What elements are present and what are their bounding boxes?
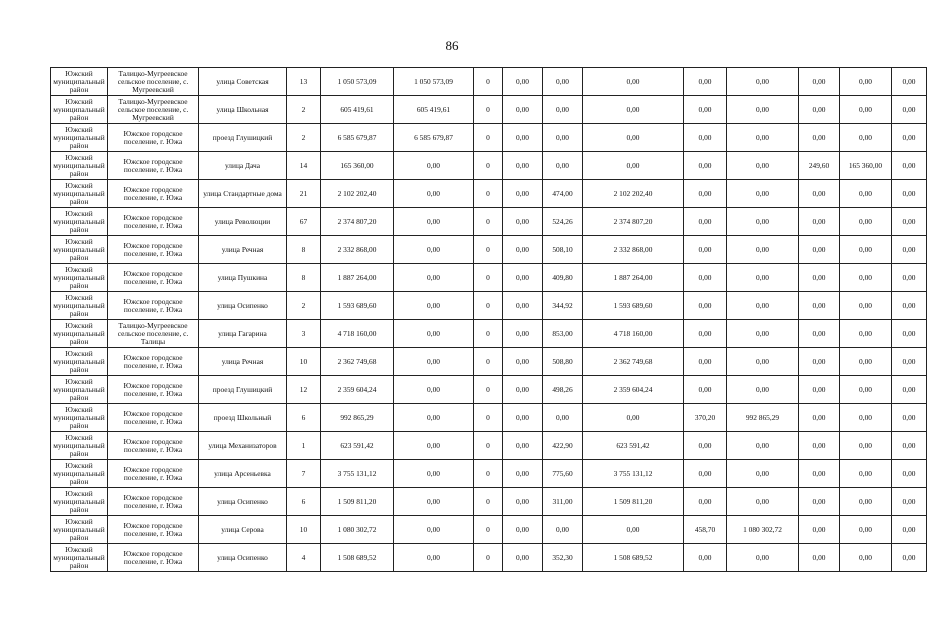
cost-col-7-cell: 0,00 <box>727 376 799 404</box>
area-col-8-cell: 0,00 <box>799 68 840 96</box>
area-col-6-cell: 0,00 <box>684 68 727 96</box>
cost-col-9-cell: 0,00 <box>840 376 892 404</box>
table-row <box>51 544 927 572</box>
cost-col-1-cell: 1 050 573,09 <box>394 68 474 96</box>
settlement-cell: Талицко-Мугреевское сельское поселение, с. Мугреевский <box>108 96 199 124</box>
street-cell: улица Гагарина <box>199 320 287 348</box>
area-col-6-cell: 0,00 <box>684 180 727 208</box>
area-col-6-cell: 0,00 <box>684 376 727 404</box>
count-col-2-cell: 0 <box>474 432 503 460</box>
district-cell: Южский муниципальный район <box>51 320 108 348</box>
count-col-2-cell: 0 <box>474 488 503 516</box>
district-cell: Южский муниципальный район <box>51 68 108 96</box>
cost-col-10-cell: 0,00 <box>892 124 927 152</box>
area-col-6-cell: 0,00 <box>684 96 727 124</box>
cost-col-1-cell: 0,00 <box>394 376 474 404</box>
district-cell: Южский муниципальный район <box>51 544 108 572</box>
count-col-2-cell: 0 <box>474 404 503 432</box>
street-cell: улица Пушкина <box>199 264 287 292</box>
area-col-6-cell: 458,70 <box>684 516 727 544</box>
cost-col-3-cell: 0,00 <box>503 460 543 488</box>
cost-col-3-cell: 0,00 <box>503 320 543 348</box>
cost-col-9-cell: 0,00 <box>840 124 892 152</box>
cost-col-7-cell: 0,00 <box>727 96 799 124</box>
area-col-8-cell: 0,00 <box>799 96 840 124</box>
cost-col-1-cell: 0,00 <box>394 292 474 320</box>
count-col-2-cell: 0 <box>474 516 503 544</box>
table-row <box>51 180 927 208</box>
cost-col-3-cell: 0,00 <box>503 236 543 264</box>
page-number: 86 <box>445 38 459 53</box>
settlement-cell: Южское городское поселение, г. Южа <box>108 376 199 404</box>
district-cell: Южский муниципальный район <box>51 152 108 180</box>
district-cell: Южский муниципальный район <box>51 404 108 432</box>
house-number-cell: 7 <box>287 460 321 488</box>
cost-col-3-cell: 0,00 <box>503 264 543 292</box>
cost-col-3-cell: 0,00 <box>503 152 543 180</box>
cost-col-10-cell: 0,00 <box>892 544 927 572</box>
cost-col-10-cell: 0,00 <box>892 152 927 180</box>
cost-col-5-cell: 2 332 868,00 <box>583 236 684 264</box>
street-cell: улица Революции <box>199 208 287 236</box>
count-col-2-cell: 0 <box>474 376 503 404</box>
cost-col-5-cell: 0,00 <box>583 152 684 180</box>
cost-col-9-cell: 0,00 <box>840 488 892 516</box>
settlement-cell: Талицко-Мугреевское сельское поселение, с. Талицы <box>108 320 199 348</box>
settlement-cell: Южское городское поселение, г. Южа <box>108 208 199 236</box>
area-col-8-cell: 0,00 <box>799 404 840 432</box>
cost-col-1-cell: 605 419,61 <box>394 96 474 124</box>
area-col-8-cell: 249,60 <box>799 152 840 180</box>
house-number-cell: 2 <box>287 96 321 124</box>
table-row <box>51 208 927 236</box>
table-row <box>51 152 927 180</box>
cost-col-5-cell: 1 508 689,52 <box>583 544 684 572</box>
area-col-6-cell: 0,00 <box>684 152 727 180</box>
total-cost-cell: 1 509 811,20 <box>321 488 394 516</box>
cost-col-10-cell: 0,00 <box>892 376 927 404</box>
street-cell: улица Арсеньевка <box>199 460 287 488</box>
total-cost-cell: 623 591,42 <box>321 432 394 460</box>
settlement-cell: Южское городское поселение, г. Южа <box>108 264 199 292</box>
area-col-6-cell: 0,00 <box>684 208 727 236</box>
settlement-cell: Южское городское поселение, г. Южа <box>108 544 199 572</box>
settlement-cell: Южское городское поселение, г. Южа <box>108 516 199 544</box>
cost-col-7-cell: 0,00 <box>727 152 799 180</box>
total-cost-cell: 2 359 604,24 <box>321 376 394 404</box>
count-col-2-cell: 0 <box>474 544 503 572</box>
cost-col-5-cell: 0,00 <box>583 96 684 124</box>
house-number-cell: 67 <box>287 208 321 236</box>
cost-col-7-cell: 0,00 <box>727 348 799 376</box>
cost-col-5-cell: 1 593 689,60 <box>583 292 684 320</box>
area-col-8-cell: 0,00 <box>799 320 840 348</box>
street-cell: улица Речная <box>199 236 287 264</box>
cost-col-3-cell: 0,00 <box>503 544 543 572</box>
district-cell: Южский муниципальный район <box>51 208 108 236</box>
house-number-cell: 12 <box>287 376 321 404</box>
count-col-2-cell: 0 <box>474 264 503 292</box>
street-cell: улица Речная <box>199 348 287 376</box>
cost-col-10-cell: 0,00 <box>892 460 927 488</box>
cost-col-5-cell: 2 102 202,40 <box>583 180 684 208</box>
district-cell: Южский муниципальный район <box>51 488 108 516</box>
area-col-6-cell: 0,00 <box>684 236 727 264</box>
cost-col-10-cell: 0,00 <box>892 180 927 208</box>
table-row <box>51 488 927 516</box>
cost-col-7-cell: 0,00 <box>727 68 799 96</box>
cost-col-10-cell: 0,00 <box>892 320 927 348</box>
total-cost-cell: 2 102 202,40 <box>321 180 394 208</box>
house-number-cell: 10 <box>287 516 321 544</box>
cost-col-3-cell: 0,00 <box>503 516 543 544</box>
table-row <box>51 516 927 544</box>
cost-col-5-cell: 2 362 749,68 <box>583 348 684 376</box>
street-cell: улица Осипенко <box>199 488 287 516</box>
district-cell: Южский муниципальный район <box>51 124 108 152</box>
count-col-2-cell: 0 <box>474 460 503 488</box>
cost-col-7-cell: 992 865,29 <box>727 404 799 432</box>
cost-col-10-cell: 0,00 <box>892 96 927 124</box>
area-col-4-cell: 508,80 <box>543 348 583 376</box>
cost-col-5-cell: 2 359 604,24 <box>583 376 684 404</box>
total-cost-cell: 1 508 689,52 <box>321 544 394 572</box>
cost-col-10-cell: 0,00 <box>892 208 927 236</box>
area-col-8-cell: 0,00 <box>799 516 840 544</box>
settlement-cell: Южское городское поселение, г. Южа <box>108 460 199 488</box>
cost-col-3-cell: 0,00 <box>503 348 543 376</box>
street-cell: проезд Глушицкий <box>199 124 287 152</box>
count-col-2-cell: 0 <box>474 180 503 208</box>
area-col-4-cell: 0,00 <box>543 404 583 432</box>
cost-col-7-cell: 0,00 <box>727 544 799 572</box>
area-col-8-cell: 0,00 <box>799 432 840 460</box>
total-cost-cell: 1 887 264,00 <box>321 264 394 292</box>
cost-col-9-cell: 0,00 <box>840 180 892 208</box>
cost-col-1-cell: 0,00 <box>394 152 474 180</box>
count-col-2-cell: 0 <box>474 124 503 152</box>
cost-col-9-cell: 0,00 <box>840 516 892 544</box>
district-cell: Южский муниципальный район <box>51 376 108 404</box>
cost-col-3-cell: 0,00 <box>503 488 543 516</box>
settlement-cell: Южское городское поселение, г. Южа <box>108 124 199 152</box>
cost-col-1-cell: 0,00 <box>394 404 474 432</box>
cost-col-10-cell: 0,00 <box>892 488 927 516</box>
house-number-cell: 4 <box>287 544 321 572</box>
cost-col-5-cell: 1 509 811,20 <box>583 488 684 516</box>
area-col-4-cell: 409,80 <box>543 264 583 292</box>
settlement-cell: Южское городское поселение, г. Южа <box>108 180 199 208</box>
area-col-4-cell: 0,00 <box>543 96 583 124</box>
cost-col-3-cell: 0,00 <box>503 124 543 152</box>
cost-col-9-cell: 0,00 <box>840 208 892 236</box>
house-number-cell: 6 <box>287 404 321 432</box>
area-col-8-cell: 0,00 <box>799 180 840 208</box>
cost-col-10-cell: 0,00 <box>892 236 927 264</box>
area-col-8-cell: 0,00 <box>799 376 840 404</box>
count-col-2-cell: 0 <box>474 96 503 124</box>
area-col-8-cell: 0,00 <box>799 544 840 572</box>
cost-col-7-cell: 0,00 <box>727 432 799 460</box>
area-col-4-cell: 474,00 <box>543 180 583 208</box>
settlement-cell: Южское городское поселение, г. Южа <box>108 292 199 320</box>
area-col-8-cell: 0,00 <box>799 348 840 376</box>
settlement-cell: Южское городское поселение, г. Южа <box>108 236 199 264</box>
street-cell: улица Осипенко <box>199 544 287 572</box>
total-cost-cell: 2 332 868,00 <box>321 236 394 264</box>
area-col-4-cell: 508,10 <box>543 236 583 264</box>
cost-col-10-cell: 0,00 <box>892 432 927 460</box>
total-cost-cell: 2 362 749,68 <box>321 348 394 376</box>
cost-col-7-cell: 0,00 <box>727 320 799 348</box>
total-cost-cell: 6 585 679,87 <box>321 124 394 152</box>
cost-col-9-cell: 0,00 <box>840 460 892 488</box>
cost-col-10-cell: 0,00 <box>892 292 927 320</box>
district-cell: Южский муниципальный район <box>51 460 108 488</box>
cost-col-3-cell: 0,00 <box>503 404 543 432</box>
settlement-cell: Южское городское поселение, г. Южа <box>108 152 199 180</box>
cost-col-10-cell: 0,00 <box>892 516 927 544</box>
cost-col-9-cell: 0,00 <box>840 348 892 376</box>
cost-col-1-cell: 0,00 <box>394 264 474 292</box>
house-number-cell: 6 <box>287 488 321 516</box>
street-cell: проезд Школьный <box>199 404 287 432</box>
house-number-cell: 13 <box>287 68 321 96</box>
settlement-cell: Южское городское поселение, г. Южа <box>108 348 199 376</box>
area-col-8-cell: 0,00 <box>799 236 840 264</box>
cost-col-5-cell: 0,00 <box>583 124 684 152</box>
table-row <box>51 236 927 264</box>
street-cell: проезд Глушицкий <box>199 376 287 404</box>
area-col-4-cell: 0,00 <box>543 152 583 180</box>
street-cell: улица Осипенко <box>199 292 287 320</box>
cost-col-7-cell: 1 080 302,72 <box>727 516 799 544</box>
cost-col-3-cell: 0,00 <box>503 96 543 124</box>
house-number-cell: 2 <box>287 124 321 152</box>
cost-col-7-cell: 0,00 <box>727 236 799 264</box>
cost-col-1-cell: 0,00 <box>394 180 474 208</box>
total-cost-cell: 2 374 807,20 <box>321 208 394 236</box>
cost-col-1-cell: 0,00 <box>394 236 474 264</box>
district-cell: Южский муниципальный район <box>51 432 108 460</box>
count-col-2-cell: 0 <box>474 348 503 376</box>
cost-col-1-cell: 0,00 <box>394 208 474 236</box>
district-cell: Южский муниципальный район <box>51 348 108 376</box>
street-cell: улица Серова <box>199 516 287 544</box>
count-col-2-cell: 0 <box>474 68 503 96</box>
area-col-6-cell: 0,00 <box>684 348 727 376</box>
table-row <box>51 68 927 96</box>
cost-col-10-cell: 0,00 <box>892 68 927 96</box>
cost-col-3-cell: 0,00 <box>503 208 543 236</box>
area-col-6-cell: 0,00 <box>684 488 727 516</box>
total-cost-cell: 165 360,00 <box>321 152 394 180</box>
house-number-cell: 3 <box>287 320 321 348</box>
cost-col-9-cell: 0,00 <box>840 68 892 96</box>
cost-col-10-cell: 0,00 <box>892 264 927 292</box>
street-cell: улица Школьная <box>199 96 287 124</box>
cost-col-5-cell: 623 591,42 <box>583 432 684 460</box>
area-col-6-cell: 0,00 <box>684 292 727 320</box>
count-col-2-cell: 0 <box>474 320 503 348</box>
table-row <box>51 96 927 124</box>
total-cost-cell: 605 419,61 <box>321 96 394 124</box>
cost-col-5-cell: 1 887 264,00 <box>583 264 684 292</box>
table-row <box>51 376 927 404</box>
area-col-4-cell: 524,26 <box>543 208 583 236</box>
data-table <box>50 67 927 572</box>
cost-col-3-cell: 0,00 <box>503 292 543 320</box>
district-cell: Южский муниципальный район <box>51 236 108 264</box>
house-number-cell: 8 <box>287 264 321 292</box>
settlement-cell: Южское городское поселение, г. Южа <box>108 404 199 432</box>
table-row <box>51 264 927 292</box>
area-col-6-cell: 0,00 <box>684 320 727 348</box>
house-number-cell: 1 <box>287 432 321 460</box>
total-cost-cell: 1 593 689,60 <box>321 292 394 320</box>
district-cell: Южский муниципальный район <box>51 96 108 124</box>
street-cell: улица Дача <box>199 152 287 180</box>
cost-col-9-cell: 0,00 <box>840 432 892 460</box>
cost-col-3-cell: 0,00 <box>503 432 543 460</box>
cost-col-5-cell: 2 374 807,20 <box>583 208 684 236</box>
settlement-cell: Южское городское поселение, г. Южа <box>108 432 199 460</box>
total-cost-cell: 1 050 573,09 <box>321 68 394 96</box>
count-col-2-cell: 0 <box>474 292 503 320</box>
cost-col-9-cell: 0,00 <box>840 264 892 292</box>
cost-col-5-cell: 3 755 131,12 <box>583 460 684 488</box>
cost-col-1-cell: 0,00 <box>394 432 474 460</box>
cost-col-5-cell: 0,00 <box>583 68 684 96</box>
cost-col-5-cell: 0,00 <box>583 404 684 432</box>
cost-col-7-cell: 0,00 <box>727 124 799 152</box>
cost-col-3-cell: 0,00 <box>503 68 543 96</box>
cost-col-1-cell: 0,00 <box>394 516 474 544</box>
area-col-4-cell: 853,00 <box>543 320 583 348</box>
district-cell: Южский муниципальный район <box>51 516 108 544</box>
cost-col-9-cell: 0,00 <box>840 96 892 124</box>
cost-col-9-cell: 0,00 <box>840 236 892 264</box>
area-col-4-cell: 0,00 <box>543 516 583 544</box>
house-number-cell: 14 <box>287 152 321 180</box>
house-number-cell: 2 <box>287 292 321 320</box>
cost-col-1-cell: 0,00 <box>394 460 474 488</box>
street-cell: улица Стандартные дома <box>199 180 287 208</box>
house-number-cell: 8 <box>287 236 321 264</box>
area-col-4-cell: 775,60 <box>543 460 583 488</box>
cost-col-9-cell: 0,00 <box>840 292 892 320</box>
cost-col-1-cell: 0,00 <box>394 488 474 516</box>
area-col-6-cell: 370,20 <box>684 404 727 432</box>
district-cell: Южский муниципальный район <box>51 292 108 320</box>
cost-col-10-cell: 0,00 <box>892 348 927 376</box>
cost-col-3-cell: 0,00 <box>503 376 543 404</box>
cost-col-1-cell: 0,00 <box>394 348 474 376</box>
cost-col-7-cell: 0,00 <box>727 460 799 488</box>
table-row <box>51 460 927 488</box>
count-col-2-cell: 0 <box>474 152 503 180</box>
area-col-6-cell: 0,00 <box>684 264 727 292</box>
area-col-6-cell: 0,00 <box>684 544 727 572</box>
table-row <box>51 432 927 460</box>
total-cost-cell: 1 080 302,72 <box>321 516 394 544</box>
cost-col-5-cell: 0,00 <box>583 516 684 544</box>
area-col-4-cell: 498,26 <box>543 376 583 404</box>
table-row <box>51 320 927 348</box>
cost-col-10-cell: 0,00 <box>892 404 927 432</box>
area-col-4-cell: 0,00 <box>543 124 583 152</box>
cost-col-7-cell: 0,00 <box>727 180 799 208</box>
cost-col-5-cell: 4 718 160,00 <box>583 320 684 348</box>
cost-col-3-cell: 0,00 <box>503 180 543 208</box>
area-col-4-cell: 0,00 <box>543 68 583 96</box>
area-col-6-cell: 0,00 <box>684 124 727 152</box>
area-col-4-cell: 352,30 <box>543 544 583 572</box>
street-cell: улица Советская <box>199 68 287 96</box>
area-col-8-cell: 0,00 <box>799 264 840 292</box>
cost-col-9-cell: 165 360,00 <box>840 152 892 180</box>
total-cost-cell: 3 755 131,12 <box>321 460 394 488</box>
area-col-8-cell: 0,00 <box>799 460 840 488</box>
total-cost-cell: 4 718 160,00 <box>321 320 394 348</box>
cost-col-7-cell: 0,00 <box>727 488 799 516</box>
cost-col-9-cell: 0,00 <box>840 320 892 348</box>
cost-col-7-cell: 0,00 <box>727 292 799 320</box>
district-cell: Южский муниципальный район <box>51 264 108 292</box>
area-col-8-cell: 0,00 <box>799 292 840 320</box>
cost-col-1-cell: 6 585 679,87 <box>394 124 474 152</box>
cost-col-7-cell: 0,00 <box>727 208 799 236</box>
street-cell: улица Механизаторов <box>199 432 287 460</box>
table-row <box>51 124 927 152</box>
district-cell: Южский муниципальный район <box>51 180 108 208</box>
cost-col-7-cell: 0,00 <box>727 264 799 292</box>
table-row <box>51 348 927 376</box>
table-row <box>51 292 927 320</box>
count-col-2-cell: 0 <box>474 236 503 264</box>
house-number-cell: 10 <box>287 348 321 376</box>
cost-col-1-cell: 0,00 <box>394 320 474 348</box>
settlement-cell: Талицко-Мугреевское сельское поселение, с. Мугреевский <box>108 68 199 96</box>
cost-col-9-cell: 0,00 <box>840 544 892 572</box>
table-row <box>51 404 927 432</box>
cost-col-1-cell: 0,00 <box>394 544 474 572</box>
area-col-8-cell: 0,00 <box>799 208 840 236</box>
count-col-2-cell: 0 <box>474 208 503 236</box>
total-cost-cell: 992 865,29 <box>321 404 394 432</box>
area-col-6-cell: 0,00 <box>684 432 727 460</box>
area-col-6-cell: 0,00 <box>684 460 727 488</box>
settlement-cell: Южское городское поселение, г. Южа <box>108 488 199 516</box>
area-col-4-cell: 422,90 <box>543 432 583 460</box>
area-col-4-cell: 311,00 <box>543 488 583 516</box>
house-number-cell: 21 <box>287 180 321 208</box>
area-col-8-cell: 0,00 <box>799 488 840 516</box>
area-col-4-cell: 344,92 <box>543 292 583 320</box>
area-col-8-cell: 0,00 <box>799 124 840 152</box>
cost-col-9-cell: 0,00 <box>840 404 892 432</box>
table-body <box>51 68 927 572</box>
